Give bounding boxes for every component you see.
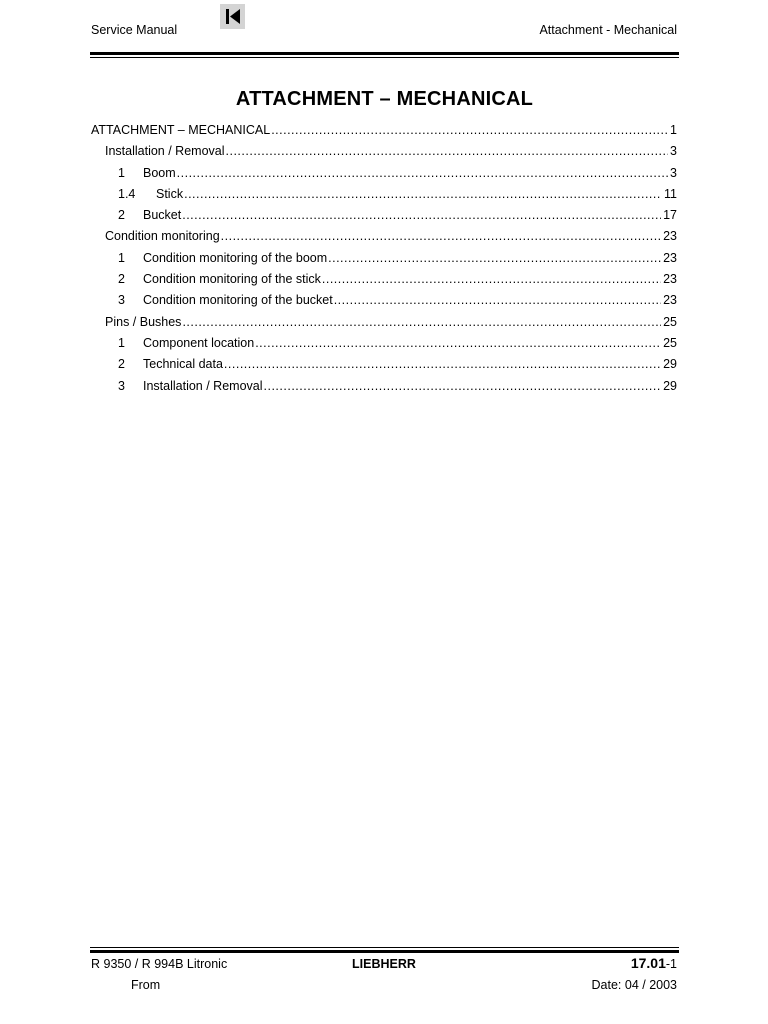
footer-brand: LIEBHERR bbox=[352, 957, 416, 971]
toc-entry[interactable] bbox=[91, 333, 677, 354]
toc-entry-title: Stick bbox=[156, 186, 184, 201]
toc-page-number: 23 bbox=[663, 293, 677, 308]
footer-model: R 9350 / R 994B Litronic bbox=[91, 957, 228, 971]
footer-section-number: 17.01 bbox=[630, 955, 666, 971]
toc-entry[interactable] bbox=[91, 354, 677, 375]
toc-entry-number: 2 bbox=[118, 357, 125, 372]
toc-entry-number: 1 bbox=[118, 335, 125, 350]
first-page-button[interactable] bbox=[220, 4, 245, 29]
toc-entry-title: Component location bbox=[143, 335, 255, 350]
toc-entry-title: ATTACHMENT – MECHANICAL bbox=[91, 123, 271, 137]
toc-page-number: 23 bbox=[663, 229, 677, 244]
toc-entry-title: Condition monitoring of the boom bbox=[143, 250, 328, 265]
footer-rule-thin bbox=[90, 947, 679, 948]
toc-entry[interactable] bbox=[91, 184, 677, 205]
toc-entry-title: Installation / Removal bbox=[143, 378, 263, 393]
header-rule-thick bbox=[90, 52, 679, 55]
footer-rule-thick bbox=[90, 950, 679, 953]
header-section-label: Attachment - Mechanical bbox=[539, 23, 677, 37]
toc-entry-title: Pins / Bushes bbox=[105, 314, 182, 329]
toc-entry[interactable] bbox=[91, 120, 677, 141]
toc-dot-leader bbox=[226, 141, 669, 162]
table-of-contents bbox=[91, 120, 677, 397]
toc-entry[interactable] bbox=[91, 269, 677, 290]
toc-dot-leader bbox=[334, 290, 661, 311]
toc-entry[interactable] bbox=[91, 312, 677, 333]
toc-entry-title: Bucket bbox=[143, 208, 182, 223]
toc-entry[interactable] bbox=[91, 226, 677, 247]
toc-page-number: 1 bbox=[670, 123, 677, 137]
toc-entry-number: 1.4 bbox=[118, 186, 136, 201]
toc-entry-number: 1 bbox=[118, 165, 125, 180]
toc-page-number: 17 bbox=[663, 208, 677, 223]
toc-dot-leader bbox=[328, 248, 661, 269]
toc-dot-leader bbox=[184, 184, 662, 205]
toc-dot-leader bbox=[177, 163, 668, 184]
footer-from: From bbox=[131, 978, 161, 992]
toc-entry[interactable] bbox=[91, 376, 677, 397]
toc-entry-title: Installation / Removal bbox=[105, 144, 225, 159]
toc-page-number: 29 bbox=[663, 357, 677, 372]
toc-entry[interactable] bbox=[91, 290, 677, 311]
toc-entry-number: 1 bbox=[118, 250, 125, 265]
toc-entry[interactable] bbox=[91, 248, 677, 269]
toc-page-number: 3 bbox=[670, 165, 677, 180]
toc-dot-leader bbox=[255, 333, 661, 354]
toc-entry[interactable] bbox=[91, 205, 677, 226]
toc-page-number: 23 bbox=[663, 250, 677, 265]
header-rule-thin bbox=[90, 57, 679, 58]
toc-page-number: 29 bbox=[663, 378, 677, 393]
toc-entry[interactable] bbox=[91, 163, 677, 184]
toc-page-number: 25 bbox=[663, 335, 677, 350]
toc-page-number: 3 bbox=[670, 144, 677, 159]
toc-dot-leader bbox=[182, 205, 661, 226]
toc-entry-title: Condition monitoring bbox=[105, 229, 220, 244]
toc-dot-leader bbox=[182, 312, 661, 333]
toc-page-number: 11 bbox=[664, 186, 677, 201]
toc-dot-leader bbox=[224, 354, 661, 375]
toc-dot-leader bbox=[322, 269, 661, 290]
footer-page-number bbox=[631, 955, 677, 971]
toc-entry-number: 2 bbox=[118, 272, 125, 287]
toc-entry[interactable] bbox=[91, 141, 677, 162]
toc-entry-title: Condition monitoring of the bucket bbox=[143, 293, 333, 308]
toc-entry-title: Boom bbox=[143, 165, 176, 180]
skip-back-icon bbox=[224, 8, 241, 25]
toc-entry-number: 3 bbox=[118, 293, 125, 308]
toc-page-number: 23 bbox=[663, 272, 677, 287]
page-title: ATTACHMENT – MECHANICAL bbox=[235, 88, 534, 110]
footer-page-suffix: -1 bbox=[665, 957, 677, 971]
toc-dot-leader bbox=[271, 120, 668, 141]
toc-page-number: 25 bbox=[663, 314, 677, 329]
footer-date: Date: 04 / 2003 bbox=[591, 978, 677, 992]
header-manual-label: Service Manual bbox=[91, 23, 178, 37]
toc-dot-leader bbox=[221, 226, 661, 247]
toc-entry-number: 2 bbox=[118, 208, 125, 223]
toc-entry-number: 3 bbox=[118, 378, 125, 393]
toc-dot-leader bbox=[264, 376, 662, 397]
toc-entry-title: Technical data bbox=[143, 357, 223, 372]
toc-entry-title: Condition monitoring of the stick bbox=[143, 272, 321, 287]
